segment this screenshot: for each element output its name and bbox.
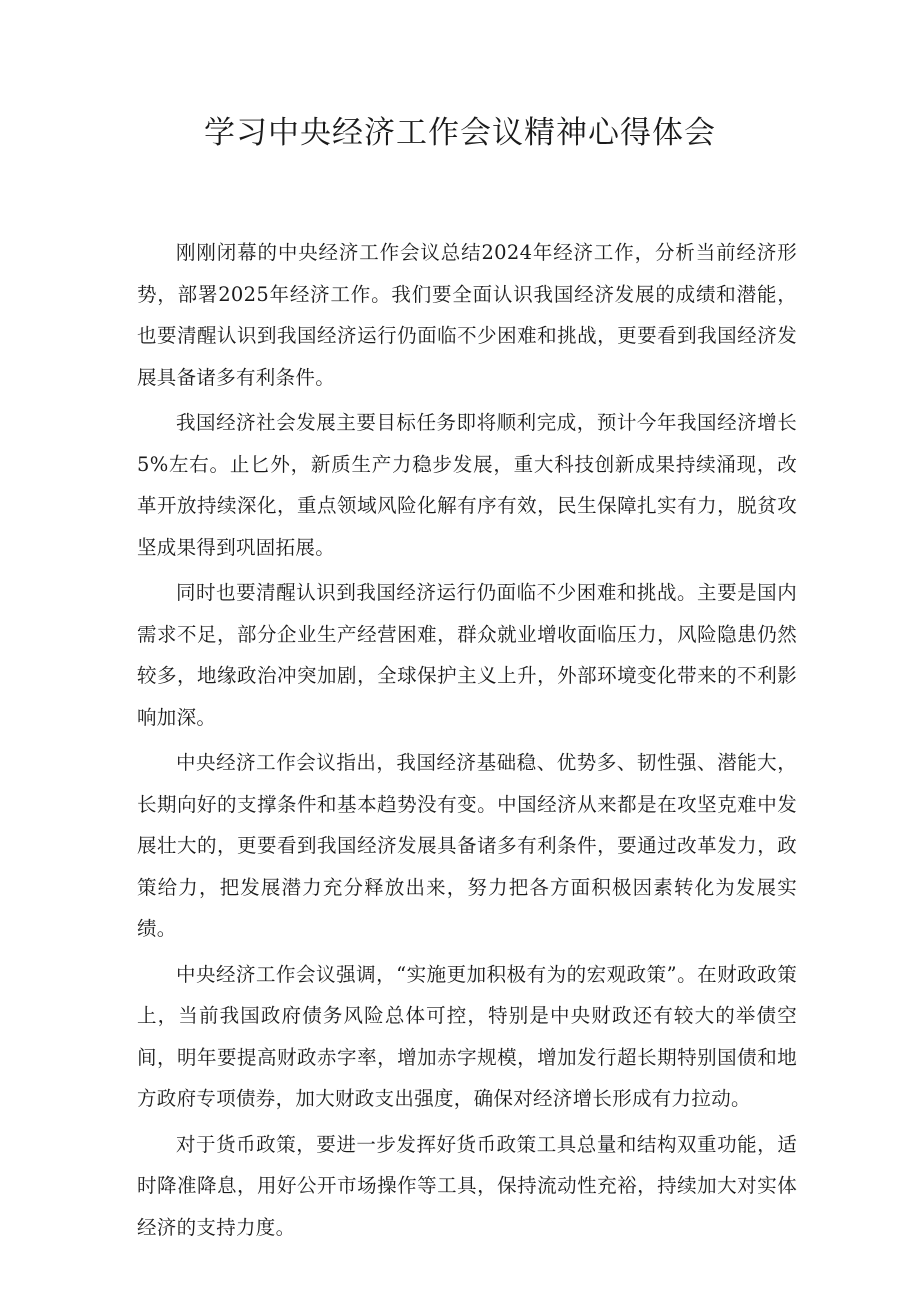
paragraph-5: 中央经济工作会议强调，“实施更加积极有为的宏观政策”。在财政政策上，当前我国政府债务风险总体可控，特别是中央财政还有较大的举债空间，明年要提高财政赤字率，增加赤字规模，增加发行超长期特别国债和地方政府专项债券，加大财政支出强度，确保对经济增长形成有力拉动。 bbox=[137, 962, 797, 1110]
paragraph-3: 同时也要清醒认识到我国经济运行仍面临不少困难和挑战。主要是国内需求不足，部分企业生产经营困难，群众就业增收面临压力，风险隐患仍然较多，地缘政治冲突加剧，全球保护主义上升，外部环境变化带来的不利影响加深。 bbox=[137, 581, 797, 729]
paragraph-2: 我国经济社会发展主要目标任务即将顺利完成，预计今年我国经济增长5%左右。止匕外，新质生产力稳步发展，重大科技创新成果持续涌现，改革开放持续深化，重点领域风险化解有序有效，民生保障扎实有力，脱贫攻坚成果得到巩固拓展。 bbox=[137, 411, 797, 559]
document-title: 学习中央经济工作会议精神心得体会 bbox=[204, 115, 716, 151]
paragraph-1: 刚刚闭幕的中央经济工作会议总结2024年经济工作，分析当前经济形势，部署2025年经济工作。我们要全面认识我国经济发展的成绩和潜能，也要清醒认识到我国经济运行仍面临不少困难和挑战，更要看到我国经济发展具备诸多有利条件。 bbox=[137, 241, 797, 389]
paragraph-6: 对于货币政策，要进一步发挥好货币政策工具总量和结构双重功能，适时降准降息，用好公开市场操作等工具，保持流动性充裕，持续加大对实体经济的支持力度。 bbox=[137, 1132, 797, 1239]
paragraph-4: 中央经济工作会议指出，我国经济基础稳、优势多、韧性强、潜能大，长期向好的支撑条件和基本趋势没有变。中国经济从来都是在攻坚克难中发展壮大的，更要看到我国经济发展具备诸多有利条件，要通过改革发力，政策给力，把发展潜力充分释放出来，努力把各方面积极因素转化为发展实绩。 bbox=[137, 751, 797, 940]
document-body bbox=[137, 232, 797, 1252]
